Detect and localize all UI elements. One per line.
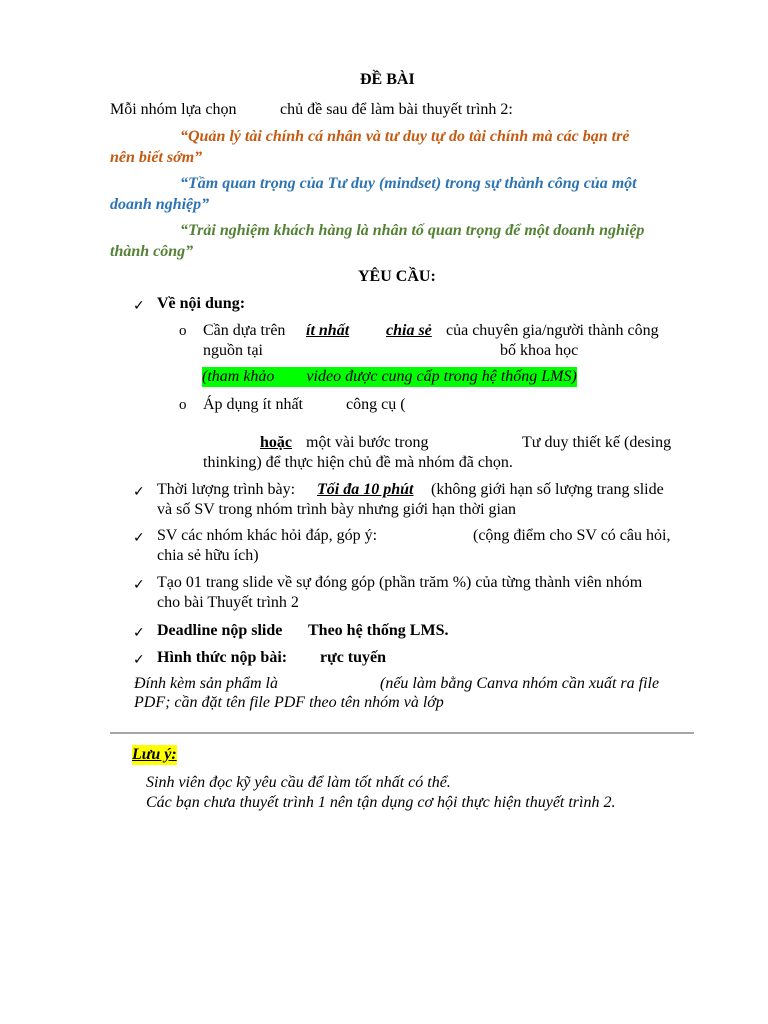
sub1-pre: Cần dựa trên [203,322,286,339]
divider [110,732,694,734]
format-value: rực tuyến [320,649,387,666]
sub2-line4: thinking) để thực hiện chủ đề mà nhóm đã chọn. [203,454,513,471]
topic-2-line-2: doanh nghiệp” [110,196,210,213]
requirements-heading: YÊU CẦU: [358,268,436,285]
check-icon: ✓ [133,484,145,500]
check-icon: ✓ [133,652,145,668]
sub2-pre: Áp dụng ít nhất [203,396,303,413]
contribution-line1: Tạo 01 trang slide về sự đóng góp (phần trăm %) của từng thành viên nhóm [157,574,643,591]
attach-line1b: (nếu làm bằng Canva nhóm cần xuất ra file [380,675,660,692]
topic-2-line-1: “Tầm quan trọng của Tư duy (mindset) trong sự thành công của một [180,175,637,192]
duration-pre: Thời lượng trình bày: [157,481,296,498]
check-icon: ✓ [133,625,145,641]
duration-line2: và số SV trong nhóm trình bày nhưng giới hạn thời gian [157,501,517,518]
sub2-post: công cụ ( [346,396,406,413]
qa-line1b: (cộng điểm cho SV có câu hỏi, [473,527,671,544]
circle-bullet-icon: o [179,323,187,339]
sub1-line2b: bố khoa học [500,342,579,359]
lms-video-note: (tham khảo video được cung cấp trong hệ thống LMS) [202,368,577,385]
sub1-emphasis-2: chia sẻ [386,322,432,339]
sub2-line3b: một vài bước trong [306,434,429,451]
deadline-value: Theo hệ thống LMS. [308,622,449,639]
contribution-line2: cho bài Thuyết trình 2 [157,594,299,611]
check-icon: ✓ [133,530,145,546]
topic-1-line-1: “Quản lý tài chính cá nhân và tư duy tự do tài chính mà các bạn trẻ [180,128,630,145]
topic-3-line-1: “Trải nghiệm khách hàng là nhân tố quan trọng để một doanh nghiệp [180,222,645,239]
attach-line1a: Đính kèm sản phẩm là [134,675,278,692]
sub1-post: của chuyên gia/người thành công [446,322,659,339]
page-title: ĐỀ BÀI [360,71,415,88]
sub2-line3c: Tư duy thiết kế (desing [522,434,672,451]
intro-text-2: chủ đề sau để làm bài thuyết trình 2: [280,101,513,118]
format-label: Hình thức nộp bài: [157,649,288,666]
note-line-1: Sinh viên đọc kỹ yêu cầu để làm tốt nhất có thể. [146,774,451,791]
qa-line2: chia sẻ hữu ích) [157,547,259,564]
check-icon: ✓ [133,577,145,593]
intro-text-1: Mỗi nhóm lựa chọn [110,101,237,118]
qa-line1a: SV các nhóm khác hỏi đáp, góp ý: [157,527,378,544]
topic-1-line-2: nên biết sớm” [110,149,203,166]
sub2-or: hoặc [260,434,292,451]
duration-emphasis: Tối đa 10 phút [317,481,414,498]
duration-post: (không giới hạn số lượng trang slide [431,481,664,498]
sub1-emphasis-1: ít nhất [306,322,350,339]
note-label: Lưu ý: [132,746,177,763]
deadline-label: Deadline nộp slide [157,622,283,639]
content-heading: Về nội dung: [157,295,246,312]
attach-line2: PDF; cần đặt tên file PDF theo tên nhóm và lớp [134,694,444,711]
check-icon: ✓ [133,298,145,314]
sub1-line2a: nguồn tại [203,342,263,359]
note-line-2: Các bạn chưa thuyết trình 1 nên tận dụng cơ hội thực hiện thuyết trình 2. [146,794,616,811]
circle-bullet-icon: o [179,397,187,413]
topic-3-line-2: thành công” [110,243,194,260]
